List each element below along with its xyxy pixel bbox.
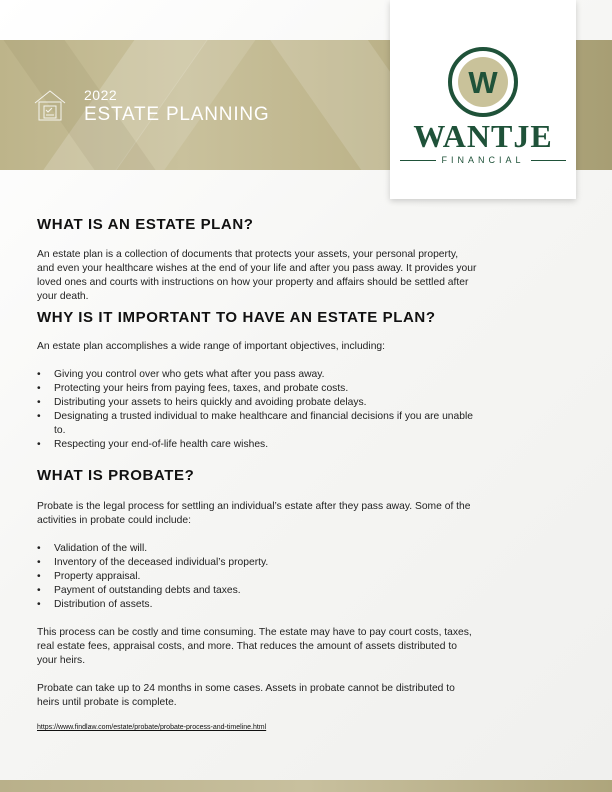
wantje-logo-mark [447,46,519,118]
list-item: • Giving you control over who gets what after you pass away. [37,368,477,382]
main-content [37,212,477,731]
source-link[interactable]: https://www.findlaw.com/estate/probate/probate-process-and-timeline.html [37,724,267,731]
logo-card [390,0,576,199]
list-item: • Validation of the will. [37,542,477,556]
why-important-list [37,368,477,452]
why-important-intro: An estate plan accomplishes a wide range of important objectives, including: [37,341,386,352]
section-heading-estate-plan: WHAT IS AN ESTATE PLAN? [37,216,254,233]
footer-bar [0,780,612,792]
svg-text:W: W [468,65,498,100]
header-title: ESTATE PLANNING [84,104,270,125]
list-item: • Property appraisal. [37,570,477,584]
list-item: • Distributing your assets to heirs quickly and avoiding probate delays. [37,396,477,410]
section-heading-probate: WHAT IS PROBATE? [37,467,195,484]
logo-subtitle-row [400,152,566,168]
logo-name: WANTJE [413,118,553,154]
list-item: • Inventory of the deceased individual’s property. [37,556,477,570]
list-item: • Respecting your end-of-life health care wishes. [37,438,477,452]
probate-cost-paragraph: This process can be costly and time consuming. The estate may have to pay court costs, taxes, real estate fees, appraisal costs, and more. That reduces the amount of assets distributed to your heirs. [37,627,472,666]
list-item: • Designating a trusted individual to make healthcare and financial decisions if you are unable to. [37,410,477,438]
probate-duration-paragraph: Probate can take up to 24 months in some cases. Assets in probate cannot be distributed to heirs until probate is complete. [37,683,455,708]
header-year: 2022 [84,87,118,103]
section-heading-why-important: WHY IS IT IMPORTANT TO HAVE AN ESTATE PLAN? [37,309,436,326]
list-item: • Payment of outstanding debts and taxes. [37,584,477,598]
estate-plan-paragraph: An estate plan is a collection of documents that protects your assets, your personal property, and even your healthcare wishes at the end of your life and after you pass away. It provides your loved ones and courts with instructions on how your property and affairs should be settled after your death. [37,249,477,302]
list-item: • Distribution of assets. [37,598,477,612]
house-checklist-icon [33,88,67,122]
probate-activities-list [37,542,477,612]
logo-divider-left [400,160,436,161]
logo-divider-right [531,160,567,161]
probate-intro: Probate is the legal process for settling an individual’s estate after they pass away. Some of the activities in probate could include: [37,501,471,526]
list-item: • Protecting your heirs from paying fees, taxes, and probate costs. [37,382,477,396]
logo-subtitle: FINANCIAL [441,155,525,165]
